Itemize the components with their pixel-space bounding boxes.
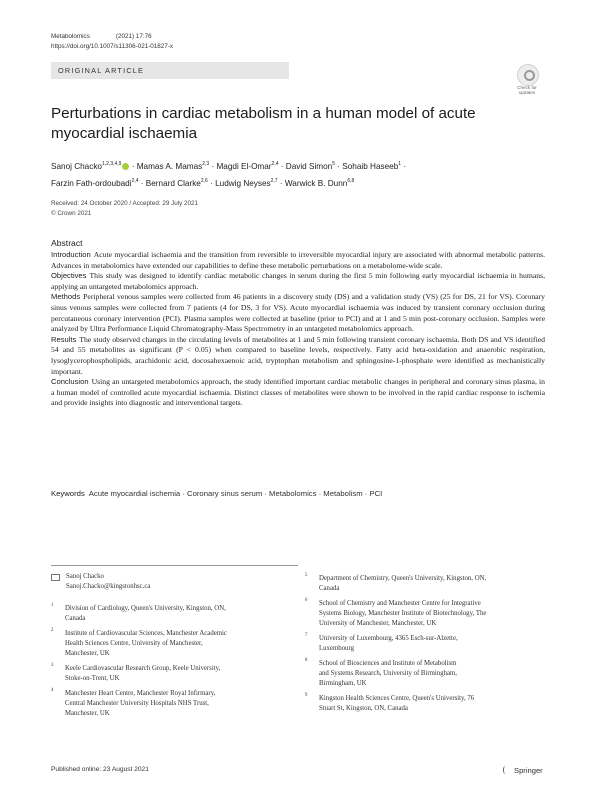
received-accepted: Received: 24 October 2020 / Accepted: 29 July 2021: [51, 200, 199, 207]
author[interactable]: Sohaib Haseeb$^1$: [342, 161, 402, 171]
doi-link[interactable]: https://doi.org/10.1007/s11306-021-01827-x: [51, 43, 174, 50]
envelope-icon: [51, 574, 60, 581]
journal-name: Metabolomics: [51, 33, 90, 40]
journal-header: [51, 33, 152, 40]
abstract-introduction: Introduction Acute myocardial ischaemia and the transition from reversible to irreversible myocardial injury are associated with abnormal metabolic patterns. Advances in metabolomics have extended our capabilities to define these metabolic perturbations on a metabolome-wide scale.: [51, 250, 545, 270]
journal-year-issue: (2021) 17:76: [115, 33, 152, 40]
publisher-name: Springer: [514, 766, 543, 775]
author[interactable]: Farzin Fath-ordoubadi$^{2,4}$: [51, 178, 139, 188]
footnote-divider: [51, 565, 298, 566]
author-line-2: Farzin Fath-ordoubadi$^{2,4}$ · Bernard Clarke$^{2,6}$ · Ludwig Neyses$^{2,7}$ · Warwick B. Dunn$^{6,8}$: [51, 178, 355, 188]
check-updates-icon: [517, 64, 539, 86]
correspondence-name: Sanoj Chacko: [66, 573, 104, 580]
springer-horse-icon: [503, 766, 511, 774]
author[interactable]: Bernard Clarke$^{2,6}$: [145, 178, 208, 188]
author[interactable]: Warwick B. Dunn$^{6,8}$: [284, 178, 355, 188]
author-list: [51, 157, 551, 191]
copyright: © Crown 2021: [51, 210, 92, 217]
publisher-logo: [503, 766, 543, 775]
article-type: ORIGINAL ARTICLE: [58, 66, 145, 75]
correspondence: [66, 572, 150, 592]
article-title: [51, 104, 531, 144]
keywords: [51, 489, 545, 498]
abstract-heading: Abstract: [51, 238, 83, 248]
check-updates-label: Check for updates: [517, 85, 537, 95]
keywords-list: Acute myocardial ischemia · Coronary sinus serum · Metabolomics · Metabolism · PCI: [88, 489, 383, 498]
article-dates: [51, 199, 198, 219]
abstract-methods: Methods Peripheral venous samples were collected from 46 patients in a discovery study (DS) and a validation study (VS) (25 for DS, 21 for VS). Coronary sinus venous samples were collected from 7 patients (4 for DS, 3 for VS). Acute myocardial ischaemia was induced by transient coronary occlusion during percutaneous coronary intervention (PCI). Plasma samples were collected at baseline (prior to PCI) and at 1 and 5 min post-coronary occlusion. Samples were analyzed by Ultra Performance Liquid Chromatography-Mass Spectrometry in an untargeted metabolomics approach.: [51, 292, 545, 334]
author[interactable]: David Simon$^5$: [285, 161, 335, 171]
check-for-updates-badge[interactable]: [512, 64, 542, 94]
abstract-body: [51, 250, 545, 409]
published-online: Published online: 23 August 2021: [51, 766, 149, 773]
author-line-1: Sanoj Chacko$^{1,2,3,4,9}$ · Mamas A. Mamas$^{2,3}$ · Magdi El-Omar$^{2,4}$ · David Simon$^5$ · Sohaib Haseeb$^1$ ·: [51, 161, 407, 171]
author[interactable]: Ludwig Neyses$^{2,7}$: [215, 178, 278, 188]
author[interactable]: Sanoj Chacko$^{1,2,3,4,9}$: [51, 161, 122, 171]
article-type-band: [51, 62, 289, 79]
abstract-objectives: Objectives This study was designed to identify cardiac metabolic changes in serum during the first 5 min following early myocardial ischaemia in humans, applying an untargeted metabolomics approach.: [51, 271, 545, 291]
abstract-results: Results The study observed changes in the circulating levels of metabolites at 1 and 5 min following transient coronary ischaemia. Both DS and VS identified 54 and 55 metabolites as significant (P < 0.05) when compared to baseline levels, respectively. Fatty acid beta-oxidation and anaerobic respiration, lysoglycerophospholipids, arachidonic acid, docosahexaenoic acid, tryptophan metabolism and sphingosine-1-phosphate were identified as mechanistically important.: [51, 334, 545, 376]
author[interactable]: Magdi El-Omar$^{2,4}$: [216, 161, 279, 171]
abstract-conclusion: Conclusion Using an untargeted metabolomics approach, the study identified important cardiac metabolic changes in peripheral and coronary sinus plasma, in a human model of controlled acute myocardial ischaemia. Distinct classes of metabolites were shown to be involved in the rapid cardiac response to ischemia and provide insights into diagnostic and interventional targets.: [51, 377, 545, 408]
author[interactable]: Mamas A. Mamas$^{2,3}$: [136, 161, 210, 171]
correspondence-email[interactable]: Sanoj.Chacko@kingstonhsc.ca: [66, 583, 151, 590]
title-line-2: myocardial ischaemia: [51, 125, 198, 142]
keywords-label: Keywords: [51, 489, 85, 498]
title-line-1: Perturbations in cardiac metabolism in a human model of acute: [51, 105, 476, 122]
